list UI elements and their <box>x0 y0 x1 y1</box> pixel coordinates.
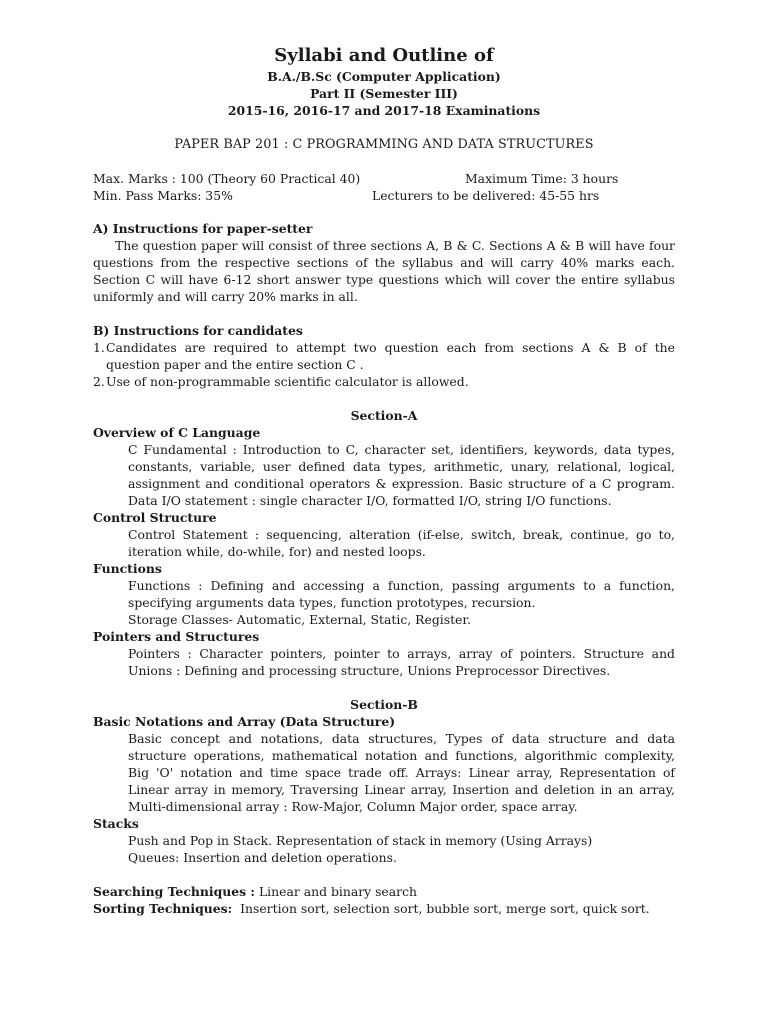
topic-text: Pointers : Character pointers, pointer to arrays, array of pointers. Structure and Unions : Defining and processing structure, Unions Preprocessor Directives. <box>128 646 675 678</box>
candidate-instruction <box>93 339 675 373</box>
instruction-number: 1. <box>93 340 105 355</box>
candidate-instruction <box>93 373 675 390</box>
section-a-heading: Section-A <box>350 408 418 423</box>
sorting-techniques <box>93 900 675 917</box>
pass-marks: Min. Pass Marks: 35% <box>93 188 233 203</box>
syllabus-page <box>93 44 675 917</box>
document-title: Syllabi and Outline of <box>274 45 494 66</box>
topic-text: Basic concept and notations, data structures, Types of data structure and data structure operations, mathematical notation and functions, algorithmic complexity, Big 'O' notation and time space trade off. Arrays: Linear array, Representation of Linear array in memory, Traversing Linear array, Insertion and deletion in an array, Multi-dimensional array : Row-Major, Column Major order, space array. <box>128 731 675 814</box>
topic-title: Control Structure <box>93 510 217 525</box>
topic-text: Control Statement : sequencing, alteration (if-else, switch, break, continue, go to, iteration while, do-while, for) and nested loops. <box>128 527 675 559</box>
topic-text: Push and Pop in Stack. Representation of stack in memory (Using Arrays) <box>128 833 593 848</box>
lectures: Lecturers to be delivered: 45-55 hrs <box>372 188 600 203</box>
topic-title: Overview of C Language <box>93 425 261 440</box>
topic-title: Pointers and Structures <box>93 629 260 644</box>
topic-title: Stacks <box>93 816 139 831</box>
section-b-heading: Section-B <box>350 697 418 712</box>
searching-text: Linear and binary search <box>255 884 417 899</box>
part-line: Part II (Semester III) <box>310 86 458 101</box>
topic-text: Functions : Defining and accessing a function, passing arguments to a function, specifying arguments data types, function prototypes, recursion. <box>128 578 675 610</box>
searching-label: Searching Techniques : <box>93 884 256 899</box>
paper-title: PAPER BAP 201 : C PROGRAMMING AND DATA STRUCTURES <box>174 137 594 152</box>
topic-text: Queues: Insertion and deletion operations. <box>128 850 397 865</box>
marks-block <box>93 170 675 204</box>
topic-text: C Fundamental : Introduction to C, character set, identifiers, keywords, data types, constants, variable, user defined data types, arithmetic, unary, relational, logical, assignment and conditional operators & expression. Basic structure of a C program. Data I/O statement : single character I/O, formatted I/O, string I/O functions. <box>128 442 675 508</box>
degree-line: B.A./B.Sc (Computer Application) <box>267 69 501 84</box>
sorting-label: Sorting Techniques: <box>93 901 233 916</box>
topic-title: Functions <box>93 561 162 576</box>
paper-setter-heading: A) Instructions for paper-setter <box>93 221 313 236</box>
instruction-text: Candidates are required to attempt two question each from sections A & B of the question paper and the entire section C . <box>106 340 675 372</box>
topic-title: Basic Notations and Array (Data Structure) <box>93 714 396 729</box>
max-marks: Max. Marks : 100 (Theory 60 Practical 40) <box>93 171 361 186</box>
max-time: Maximum Time: 3 hours <box>465 171 619 186</box>
sorting-text: Insertion sort, selection sort, bubble sort, merge sort, quick sort. <box>232 901 650 916</box>
instruction-text: Use of non-programmable scientific calculator is allowed. <box>106 374 469 389</box>
instruction-number: 2. <box>93 374 105 389</box>
paper-setter-text: The question paper will consist of three sections A, B & C. Sections A & B will have four questions from the respective sections of the syllabus and will carry 40% marks each. Section C will have 6-12 short answer type questions which will cover the entire syllabus uniformly and will carry 20% marks in all. <box>93 238 675 304</box>
exams-line: 2015-16, 2016-17 and 2017-18 Examinations <box>227 103 541 118</box>
searching-techniques <box>93 883 675 900</box>
topic-text: Storage Classes- Automatic, External, Static, Register. <box>128 612 471 627</box>
candidates-heading: B) Instructions for candidates <box>93 323 303 338</box>
